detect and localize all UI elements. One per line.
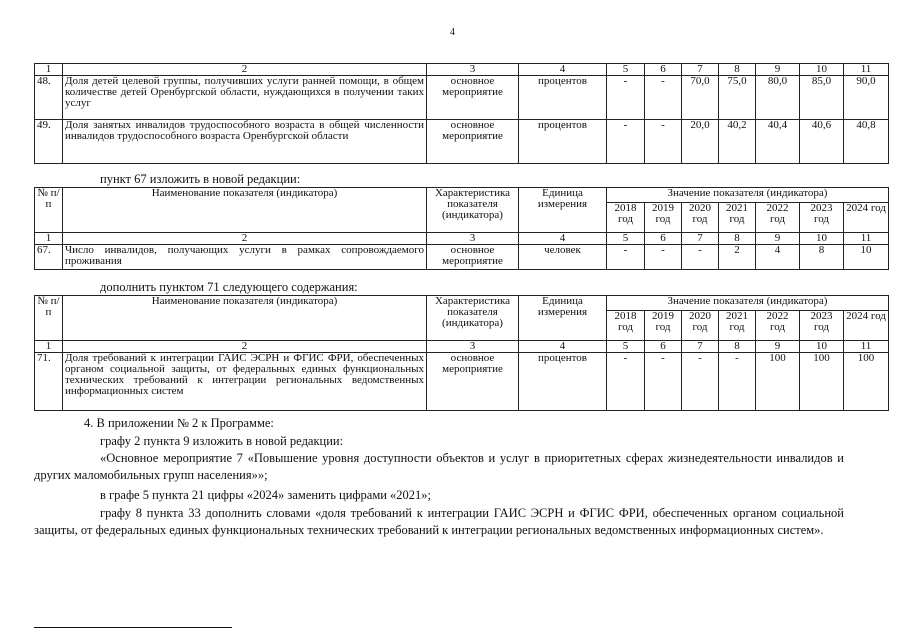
value-2019: - <box>645 245 682 270</box>
col-number: 3 <box>427 64 519 76</box>
value-2022: 100 <box>756 353 800 411</box>
col-number: 6 <box>645 341 682 353</box>
col-number: 4 <box>519 233 607 245</box>
header-year: 2019 год <box>645 311 682 341</box>
header-year: 2023 год <box>800 203 844 233</box>
value-2022: 4 <box>756 245 800 270</box>
col-number: 1 <box>35 64 63 76</box>
value-2021: 40,2 <box>719 120 756 164</box>
page-number: 4 <box>450 27 455 38</box>
value-2021: - <box>719 353 756 411</box>
col-number: 8 <box>719 341 756 353</box>
header-num: № п/п <box>35 188 63 233</box>
indicator-type: основное мероприятие <box>427 353 519 411</box>
indicator-name: Доля требований к интеграции ГАИС ЭСРН и ФГИС ФРИ, обеспеченных органом социальной защиты, от федеральных единых функциональных технических требований к интеграции региональных ведомственных информационных систем <box>63 353 427 411</box>
col-number: 7 <box>682 341 719 353</box>
header-type: Характеристика показателя (индикатора) <box>427 188 519 233</box>
header-values-title: Значение показателя (индикатора) <box>607 188 889 203</box>
value-2021: 75,0 <box>719 76 756 120</box>
header-year: 2024 год <box>844 203 889 233</box>
header-year: 2022 год <box>756 203 800 233</box>
header-unit: Единица измерения <box>519 296 607 341</box>
value-2024: 10 <box>844 245 889 270</box>
header-values-title: Значение показателя (индикатора) <box>607 296 889 311</box>
value-2022: 40,4 <box>756 120 800 164</box>
indicator-unit: процентов <box>519 120 607 164</box>
indicator-name: Доля детей целевой группы, получивших услуги ранней помощи, в общем количестве детей Оренбургской области, нуждающихся в получении таких услуг <box>63 76 427 120</box>
col-number: 10 <box>800 233 844 245</box>
value-2024: 100 <box>844 353 889 411</box>
indicator-type: основное мероприятие <box>427 120 519 164</box>
value-2023: 85,0 <box>800 76 844 120</box>
amendment-intro-67: пункт 67 изложить в новой редакции: <box>100 172 301 186</box>
column-number-row <box>35 341 889 353</box>
value-2020: 20,0 <box>682 120 719 164</box>
value-2020: - <box>682 353 719 411</box>
paragraph: «Основное мероприятие 7 «Повышение уровня доступности объектов и услуг в приоритетных сферах жизнедеятельности инвалидов и других маломобильных групп населения»»; <box>34 451 844 482</box>
col-number: 6 <box>645 233 682 245</box>
col-number: 8 <box>719 233 756 245</box>
col-number: 3 <box>427 233 519 245</box>
value-2020: - <box>682 245 719 270</box>
col-number: 9 <box>756 64 800 76</box>
col-number: 6 <box>645 64 682 76</box>
value-2023: 100 <box>800 353 844 411</box>
value-2018: - <box>607 76 645 120</box>
col-number: 10 <box>800 341 844 353</box>
indicators-table-67 <box>34 187 889 270</box>
col-number: 2 <box>63 64 427 76</box>
row-number: 67. <box>35 245 63 270</box>
indicator-name: Доля занятых инвалидов трудоспособного возраста в общей численности инвалидов трудоспособного возраста Оренбургской области <box>63 120 427 164</box>
column-number-row <box>35 64 889 76</box>
col-number: 4 <box>519 64 607 76</box>
header-year: 2018 год <box>607 311 645 341</box>
paragraph: графу 2 пункта 9 изложить в новой редакции: <box>100 434 344 448</box>
value-2021: 2 <box>719 245 756 270</box>
col-number: 1 <box>35 233 63 245</box>
indicator-type: основное мероприятие <box>427 245 519 270</box>
column-number-row <box>35 233 889 245</box>
paragraph: в графе 5 пункта 21 цифры «2024» заменить цифрами «2021»; <box>100 488 432 502</box>
item-4-heading: 4. В приложении № 2 к Программе: <box>84 416 274 430</box>
indicator-name: Число инвалидов, получающих услуги в рамках сопровождаемого проживания <box>63 245 427 270</box>
col-number: 9 <box>756 233 800 245</box>
indicators-table-continuation <box>34 63 889 164</box>
row-number: 49. <box>35 120 63 164</box>
header-num: № п/п <box>35 296 63 341</box>
header-year: 2022 год <box>756 311 800 341</box>
header-year: 2020 год <box>682 203 719 233</box>
header-year: 2018 год <box>607 203 645 233</box>
header-unit: Единица измерения <box>519 188 607 233</box>
value-2023: 8 <box>800 245 844 270</box>
header-row <box>35 188 889 203</box>
col-number: 8 <box>719 64 756 76</box>
indicators-table-71 <box>34 295 889 411</box>
table-row <box>35 120 889 164</box>
col-number: 11 <box>844 341 889 353</box>
header-year: 2021 год <box>719 203 756 233</box>
header-year: 2023 год <box>800 311 844 341</box>
amendment-intro-71: дополнить пунктом 71 следующего содержания: <box>100 280 358 294</box>
col-number: 1 <box>35 341 63 353</box>
col-number: 7 <box>682 64 719 76</box>
header-name: Наименование показателя (индикатора) <box>63 296 427 341</box>
value-2024: 90,0 <box>844 76 889 120</box>
col-number: 11 <box>844 233 889 245</box>
indicator-type: основное мероприятие <box>427 76 519 120</box>
table-row <box>35 245 889 270</box>
indicator-unit: человек <box>519 245 607 270</box>
footnote-divider <box>34 627 232 628</box>
col-number: 4 <box>519 341 607 353</box>
row-number: 71. <box>35 353 63 411</box>
col-number: 11 <box>844 64 889 76</box>
col-number: 3 <box>427 341 519 353</box>
header-name: Наименование показателя (индикатора) <box>63 188 427 233</box>
col-number: 10 <box>800 64 844 76</box>
header-row <box>35 296 889 311</box>
col-number: 2 <box>63 233 427 245</box>
value-2018: - <box>607 120 645 164</box>
col-number: 2 <box>63 341 427 353</box>
table-row <box>35 76 889 120</box>
indicator-unit: процентов <box>519 76 607 120</box>
indicator-unit: процентов <box>519 353 607 411</box>
header-year: 2021 год <box>719 311 756 341</box>
header-year: 2019 год <box>645 203 682 233</box>
value-2019: - <box>645 353 682 411</box>
value-2018: - <box>607 353 645 411</box>
row-number: 48. <box>35 76 63 120</box>
value-2022: 80,0 <box>756 76 800 120</box>
col-number: 5 <box>607 233 645 245</box>
value-2018: - <box>607 245 645 270</box>
header-type: Характеристика показателя (индикатора) <box>427 296 519 341</box>
col-number: 9 <box>756 341 800 353</box>
paragraph: графу 8 пункта 33 дополнить словами «доля требований к интеграции ГАИС ЭСРН и ФГИС ФРИ, обеспеченных органом социальной защиты, от федеральных единых функциональных технических требований к интеграции региональных ведомственных информационных систем». <box>34 506 844 537</box>
header-year: 2024 год <box>844 311 889 341</box>
header-year: 2020 год <box>682 311 719 341</box>
value-2024: 40,8 <box>844 120 889 164</box>
value-2023: 40,6 <box>800 120 844 164</box>
col-number: 5 <box>607 64 645 76</box>
col-number: 5 <box>607 341 645 353</box>
col-number: 7 <box>682 233 719 245</box>
value-2019: - <box>645 76 682 120</box>
table-row <box>35 353 889 411</box>
value-2019: - <box>645 120 682 164</box>
value-2020: 70,0 <box>682 76 719 120</box>
